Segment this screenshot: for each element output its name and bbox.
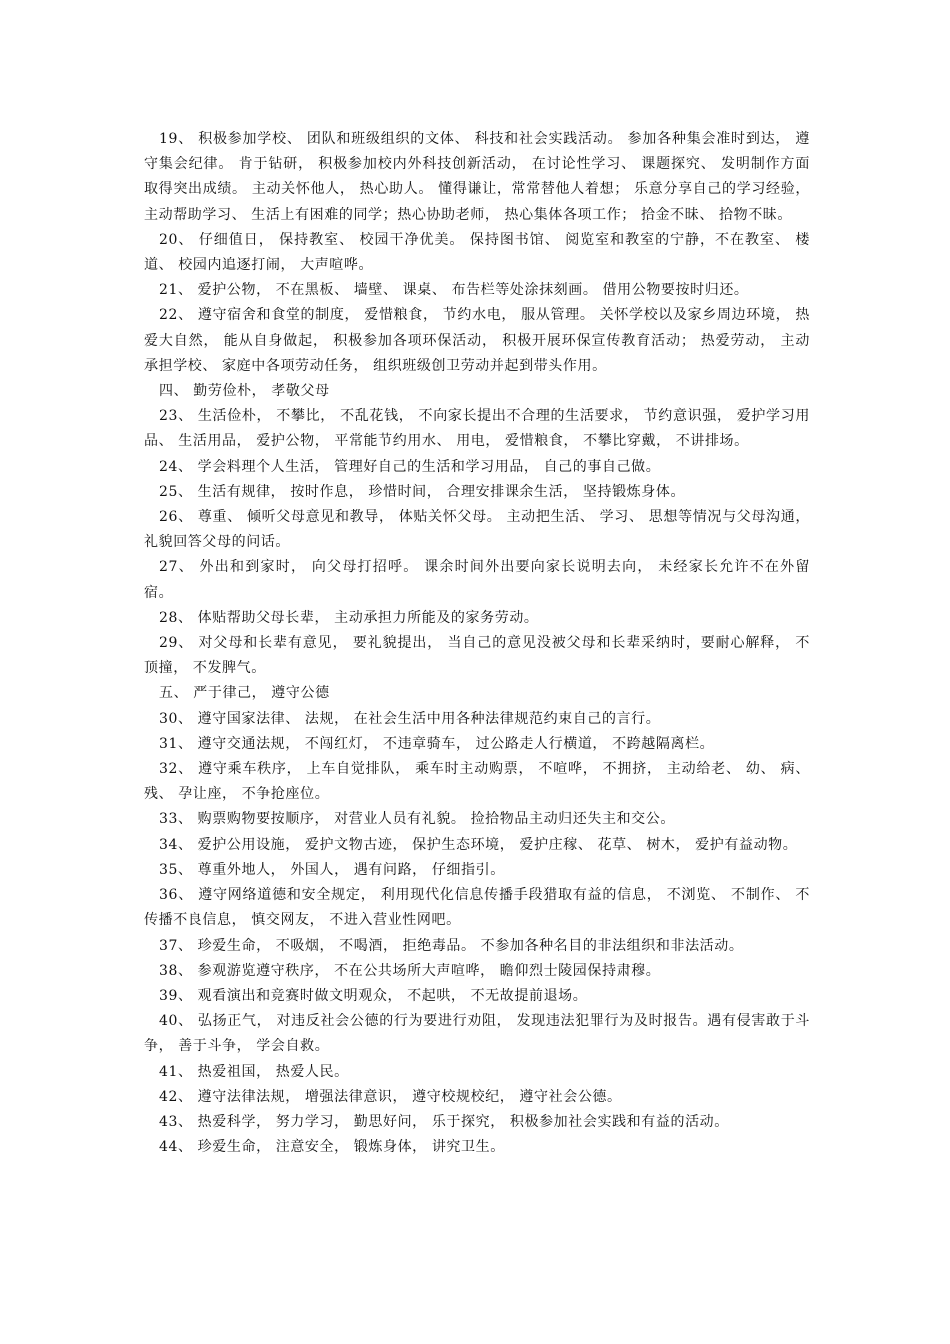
paragraph-31: 31、 遵守交通法规， 不闯红灯， 不违章骑车， 过公路走人行横道， 不跨越隔离栏。 bbox=[159, 735, 715, 752]
paragraph-43: 43、 热爱科学， 努力学习， 勤思好问， 乐于探究， 积极参加社会实践和有益的活动。 bbox=[159, 1113, 729, 1130]
paragraph-30: 30、 遵守国家法律、 法规， 在社会生活中用各种法律规范约束自己的言行。 bbox=[159, 710, 661, 727]
paragraph-21: 21、 爱护公物， 不在黑板、 墙壁、 课桌、 布告栏等处涂抹刻画。 借用公物要按时归还。 bbox=[159, 282, 749, 299]
paragraph-32: 32、 遵守乘车秩序， 上车自觉排队， 乘车时主动购票， 不喧哗， 不拥挤， 主动给老、 幼、 病、 残、 孕让座， 不争抢座位。 bbox=[144, 761, 810, 803]
paragraph-37: 37、 珍爱生命， 不吸烟， 不喝酒， 拒绝毒品。 不参加各种名目的非法组织和非法活动。 bbox=[159, 937, 744, 954]
paragraph-20: 20、 仔细值日， 保持教室、 校园干净优美。 保持图书馆、 阅览室和教室的宁静，不在教室、 楼道、 校园内追逐打闹， 大声喧哗。 bbox=[144, 231, 810, 274]
section-heading-5: 五、 严于律己， 遵守公德 bbox=[159, 685, 330, 702]
paragraph-34: 34、 爱护公用设施， 爱护文物古迹， 保护生态环境， 爱护庄稼、 花草、 树木， 爱护有益动物。 bbox=[159, 836, 798, 853]
paragraph-26: 26、 尊重、 倾听父母意见和教导， 体贴关怀父母。 主动把生活、 学习、 思想等情况与父母沟通， 礼貌回答父母的问话。 bbox=[144, 509, 810, 551]
paragraph-33: 33、 购票购物要按顺序， 对营业人员有礼貌。 捡拾物品主动归还失主和交公。 bbox=[159, 811, 675, 828]
paragraph-39: 39、 观看演出和竞赛时做文明观众， 不起哄， 不无故提前退场。 bbox=[159, 987, 588, 1004]
paragraph-22: 22、 遵守宿舍和食堂的制度， 爱惜粮食， 节约水电， 服从管理。 关怀学校以及家乡周边环境， 热爱大自然， 能从自身做起， 积极参加各项环保活动， 积极开展环保宣传教育活动； 热爱劳动， 主动承担学校、 家庭中各项劳动任务， 组织班级创卫劳动并起到带头作用。 bbox=[144, 307, 810, 374]
paragraph-42: 42、 遵守法律法规， 增强法律意识， 遵守校规校纪， 遵守社会公德。 bbox=[159, 1088, 622, 1105]
document-body bbox=[144, 127, 810, 1160]
paragraph-40: 40、 弘扬正气， 对违反社会公德的行为要进行劝阻， 发现违法犯罪行为及时报告。遇有侵害敢于斗争， 善于斗争， 学会自救。 bbox=[144, 1013, 810, 1055]
paragraph-36: 36、 遵守网络道德和安全规定， 利用现代化信息传播手段猎取有益的信息， 不浏览、 不制作、 不传播不良信息， 慎交网友， 不进入营业性网吧。 bbox=[144, 887, 810, 929]
paragraph-41: 41、 热爱祖国， 热爱人民。 bbox=[159, 1063, 349, 1080]
paragraph-25: 25、 生活有规律， 按时作息， 珍惜时间， 合理安排课余生活， 坚持锻炼身体。 bbox=[159, 483, 686, 500]
paragraph-19: 19、 积极参加学校、 团队和班级组织的文体、 科技和社会实践活动。 参加各种集会准时到达， 遵守集会纪律。 肯于钻研， 积极参加校内外科技创新活动， 在讨论性学习、 课题探究、 发明制作方面取得突出成绩。 主动关怀他人， 热心助人。 懂得谦让，常常替他人着想； 乐意分享自己的学习经验， 主动帮助学习、 生活上有困难的同学；热心协助老师， 热心集体各项工作； 拾金不昧、 拾物不昧。 bbox=[144, 131, 810, 223]
paragraph-35: 35、 尊重外地人， 外国人， 遇有问路， 仔细指引。 bbox=[159, 861, 505, 878]
paragraph-38: 38、 参观游览遵守秩序， 不在公共场所大声喧哗， 瞻仰烈士陵园保持肃穆。 bbox=[159, 962, 661, 979]
paragraph-27: 27、 外出和到家时， 向父母打招呼。 课余时间外出要向家长说明去向， 未经家长允许不在外留宿。 bbox=[144, 559, 810, 601]
paragraph-29: 29、 对父母和长辈有意见， 要礼貌提出， 当自己的意见没被父母和长辈采纳时，要耐心解释， 不顶撞， 不发脾气。 bbox=[144, 635, 810, 677]
paragraph-24: 24、 学会料理个人生活， 管理好自己的生活和学习用品， 自己的事自己做。 bbox=[159, 458, 661, 475]
section-heading-4: 四、 勤劳俭朴， 孝敬父母 bbox=[159, 383, 330, 400]
paragraph-23: 23、 生活俭朴， 不攀比， 不乱花钱， 不向家长提出不合理的生活要求， 节约意识强， 爱护学习用品、 生活用品， 爱护公物， 平常能节约用水、 用电， 爱惜粮食， 不攀比穿戴， 不讲排场。 bbox=[144, 408, 810, 450]
paragraph-44: 44、 珍爱生命， 注意安全， 锻炼身体， 讲究卫生。 bbox=[159, 1139, 505, 1156]
paragraph-28: 28、 体贴帮助父母长辈， 主动承担力所能及的家务劳动。 bbox=[159, 609, 539, 626]
